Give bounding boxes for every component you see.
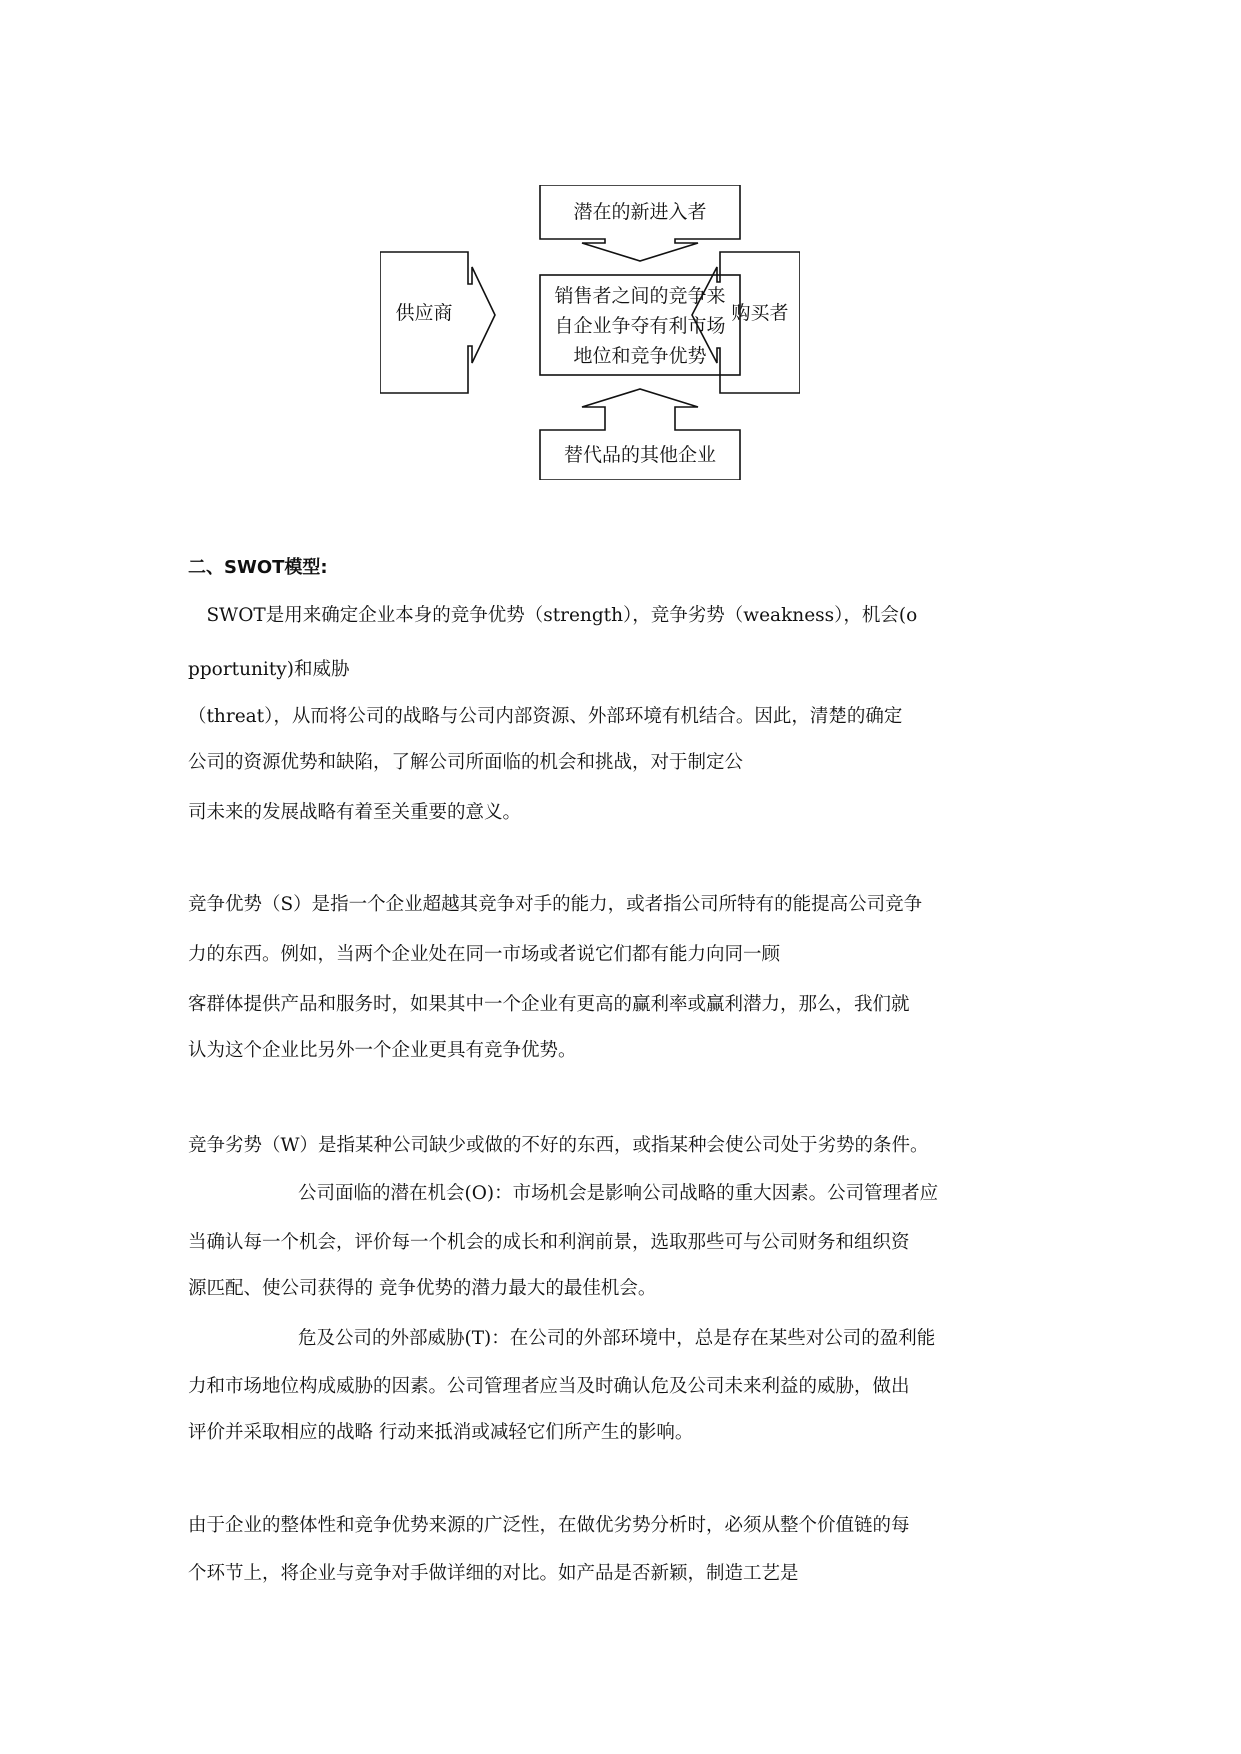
text-line: 源匹配、使公司获得的 竞争优势的潜力最大的最佳机会。	[188, 1278, 657, 1299]
bottom-box-label: 替代品的其他企业	[563, 444, 716, 466]
text-line: 公司面临的潜在机会(O)：市场机会是影响公司战略的重大因素。公司管理者应	[298, 1183, 939, 1204]
text-line: 客群体提供产品和服务时，如果其中一个企业有更高的赢利率或赢利潜力，那么，我们就	[188, 994, 910, 1015]
text-line: 竞争劣势（W）是指某种公司缺少或做的不好的东西，或指某种会使公司处于劣势的条件。	[188, 1135, 929, 1156]
text-line: 评价并采取相应的战略 行动来抵消或减轻它们所产生的影响。	[188, 1422, 694, 1443]
center-box-line-1: 销售者之间的竞争来	[554, 285, 726, 307]
right-box-label: 购买者	[731, 302, 789, 324]
text-line: 司未来的发展战略有着至关重要的意义。	[188, 802, 522, 823]
text-line: 由于企业的整体性和竞争优势来源的广泛性，在做优劣势分析时，必须从整个价值链的每	[188, 1515, 910, 1536]
text-line: 危及公司的外部威胁(T)：在公司的外部环境中，总是存在某些对公司的盈利能	[298, 1328, 936, 1349]
five-forces-diagram	[380, 185, 800, 480]
text-line: 个环节上，将企业与竞争对手做详细的对比。如产品是否新颖，制造工艺是	[188, 1563, 799, 1584]
center-box-label	[540, 281, 740, 371]
text-line: 竞争优势（S）是指一个企业超越其竞争对手的能力，或者指公司所特有的能提高公司竞争	[188, 894, 923, 915]
text-line: （threat），从而将公司的战略与公司内部资源、外部环境有机结合。因此，清楚的确定	[188, 706, 903, 727]
text-line: 力的东西。例如，当两个企业处在同一市场或者说它们都有能力向同一顾	[188, 944, 781, 965]
text-line: 力和市场地位构成威胁的因素。公司管理者应当及时确认危及公司未来利益的威胁，做出	[188, 1376, 910, 1397]
center-box-line-3: 地位和竞争优势	[573, 345, 707, 367]
text-line: 认为这个企业比另外一个企业更具有竞争优势。	[188, 1040, 577, 1061]
text-line: 公司的资源优势和缺陷，了解公司所面临的机会和挑战，对于制定公	[188, 752, 744, 773]
text-line: 当确认每一个机会，评价每一个机会的成长和利润前景，选取那些可与公司财务和组织资	[188, 1232, 910, 1253]
text-line: SWOT是用来确定企业本身的竞争优势（strength），竞争劣势（weakness），机会(o	[188, 605, 918, 626]
text-line: pportunity)和威胁	[188, 659, 350, 680]
center-box-line-2: 自企业争夺有利市场	[554, 315, 726, 337]
section-heading: 二、SWOT模型:	[188, 557, 328, 578]
left-box-label: 供应商	[395, 302, 453, 324]
top-box-label: 潜在的新进入者	[573, 201, 707, 223]
